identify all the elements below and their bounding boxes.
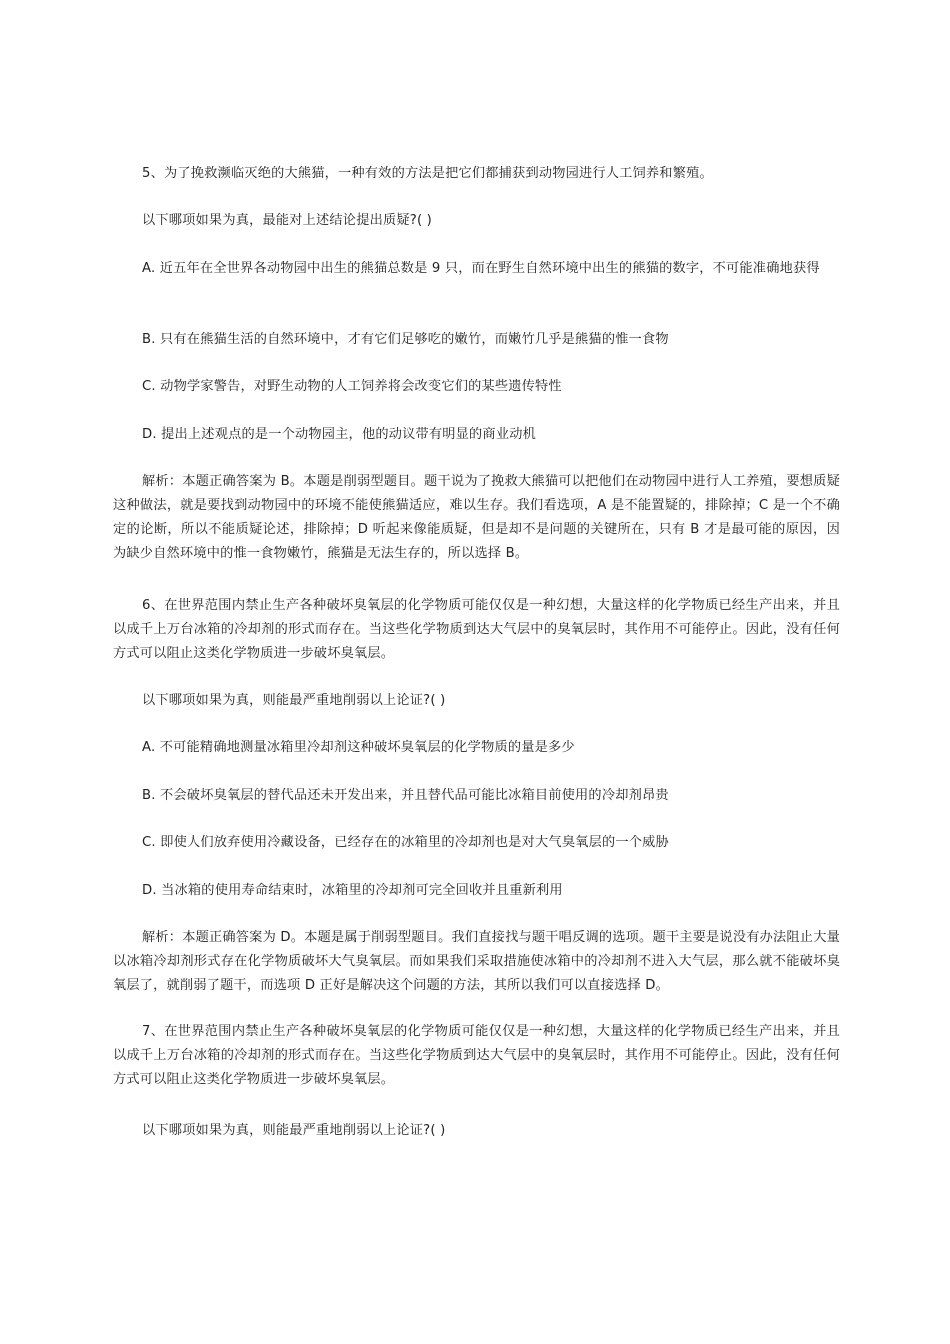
q5-prompt: 以下哪项如果为真，最能对上述结论提出质疑?( ) — [142, 213, 433, 228]
q7-stem: 7、在世界范围内禁止生产各种破坏臭氧层的化学物质可能仅仅是一种幻想，大量这样的化学物质已经生产出来，并且以成千上万台冰箱的冷却剂的形式而存在。当这些化学物质到达大气层中的臭氧层时，其作用不可能停止。因此，没有任何方式可以阻止这类化学物质进一步破坏臭氧层。 — [113, 1024, 840, 1087]
q7-prompt: 以下哪项如果为真，则能最严重地削弱以上论证?( ) — [142, 1123, 446, 1138]
q6-option-d: D. 当冰箱的使用寿命结束时，冰箱里的冷却剂可完全回收并且重新利用 — [142, 883, 563, 898]
q5-option-c: C. 动物学家警告，对野生动物的人工饲养将会改变它们的某些遗传特性 — [142, 379, 562, 394]
q6-option-c: C. 即使人们放弃使用冷藏设备，已经存在的冰箱里的冷却剂也是对大气臭氧层的一个威胁 — [142, 835, 669, 850]
q5-analysis: 解析：本题正确答案为 B。本题是削弱型题目。题干说为了挽救大熊猫可以把他们在动物园中进行人工养殖，要想质疑这种做法，就是要找到动物园中的环境不能使熊猫适应，难以生存。我们看选项，A 是不能置疑的，排除掉；C 是一个不确定的论断，所以不能质疑论述，排除掉；D 听起来像能质疑，但是却不是问题的关键所在，只有 B 才是最可能的原因，因为缺少自然环境中的惟一食物嫩竹，熊猫是无法生存的，所以选择 B。 — [113, 474, 840, 561]
q6-analysis: 解析：本题正确答案为 D。本题是属于削弱型题目。我们直接找与题干唱反调的选项。题干主要是说没有办法阻止大量以冰箱冷却剂形式存在化学物质破坏大气臭氧层。而如果我们采取措施使冰箱中的冷却剂不进入大气层，那么就不能破坏臭氧层了，就削弱了题干，而选项 D 正好是解决这个问题的方法，其所以我们可以直接选择 D。 — [113, 930, 840, 993]
q6-prompt: 以下哪项如果为真，则能最严重地削弱以上论证?( ) — [142, 693, 446, 708]
q6-option-a: A. 不可能精确地测量冰箱里冷却剂这种破坏臭氧层的化学物质的量是多少 — [142, 740, 575, 755]
q6-stem: 6、在世界范围内禁止生产各种破坏臭氧层的化学物质可能仅仅是一种幻想，大量这样的化学物质已经生产出来，并且以成千上万台冰箱的冷却剂的形式而存在。当这些化学物质到达大气层中的臭氧层时，其作用不可能停止。因此，没有任何方式可以阻止这类化学物质进一步破坏臭氧层。 — [113, 598, 840, 661]
q5-option-a: A. 近五年在全世界各动物园中出生的熊猫总数是 9 只，而在野生自然环境中出生的熊猫的数字，不可能准确地获得 — [142, 261, 820, 276]
q5-option-b: B. 只有在熊猫生活的自然环境中，才有它们足够吃的嫩竹，而嫩竹几乎是熊猫的惟一食物 — [142, 332, 669, 347]
q5-option-d: D. 提出上述观点的是一个动物园主，他的动议带有明显的商业动机 — [142, 427, 536, 442]
q5-stem: 5、为了挽救濒临灭绝的大熊猫，一种有效的方法是把它们都捕获到动物园进行人工饲养和繁殖。 — [142, 166, 713, 181]
q6-option-b: B. 不会破坏臭氧层的替代品还未开发出来，并且替代品可能比冰箱目前使用的冷却剂昂贵 — [142, 788, 669, 803]
